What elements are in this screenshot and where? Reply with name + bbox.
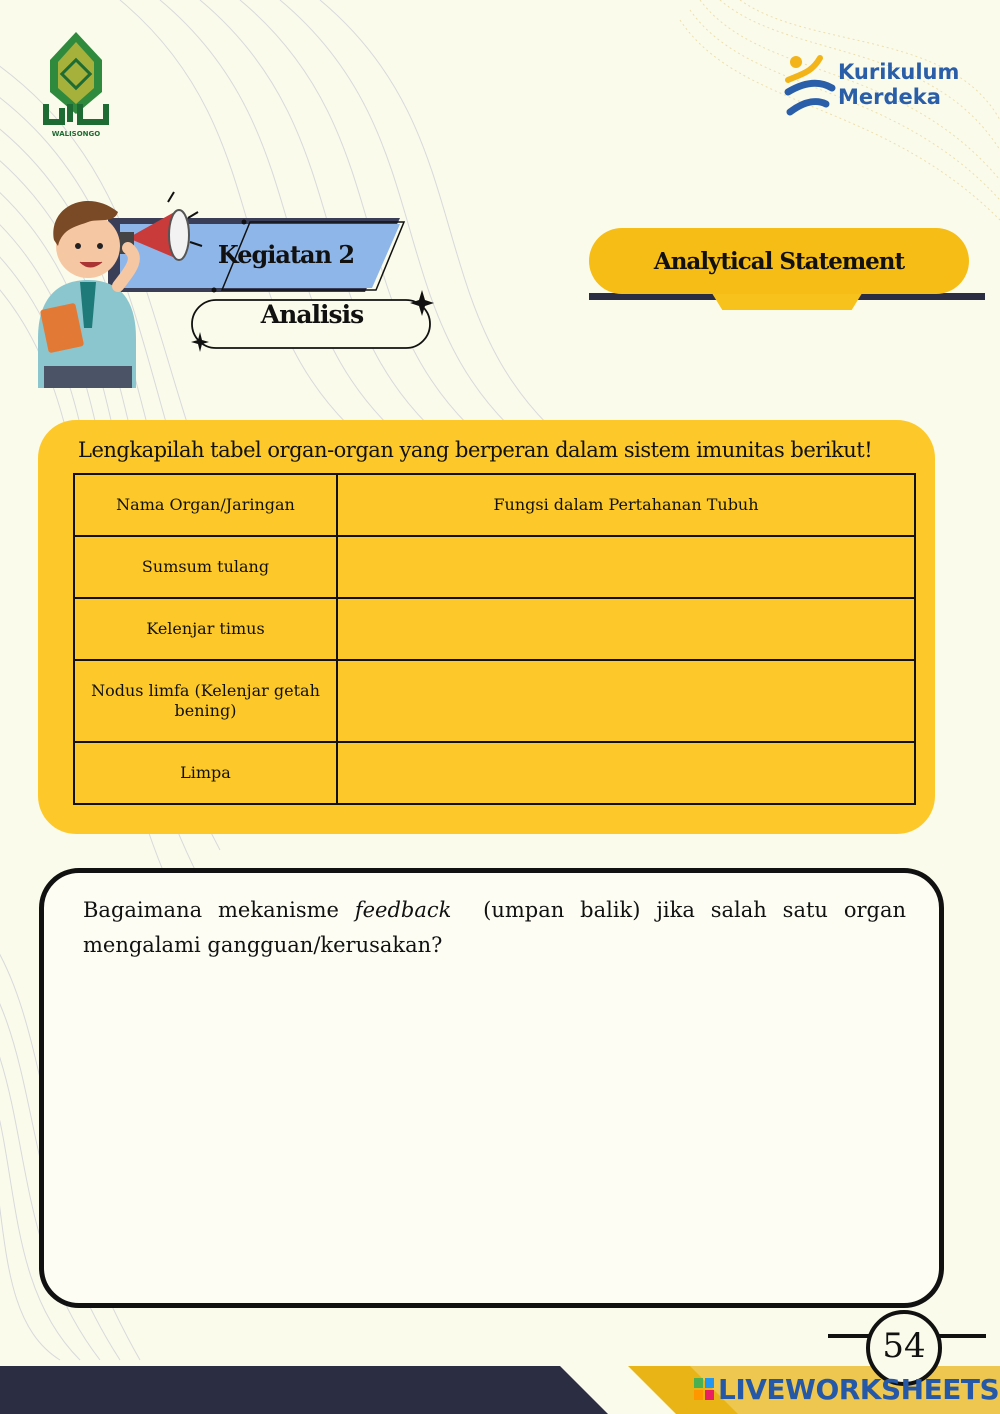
uin-logo-caption: WALISONGO: [51, 130, 101, 138]
organ-name-cell: Kelenjar timus: [74, 598, 337, 660]
logo-line-kurikulum: Kurikulum: [838, 60, 960, 84]
function-answer-cell[interactable]: [337, 598, 915, 660]
question-text-part2: (umpan balik) jika salah satu organ mengalami gangguan/kerusakan?: [83, 898, 913, 957]
teacher-with-megaphone-illustration: [18, 188, 208, 388]
organ-name-cell: Nodus limfa (Kelenjar getah bening): [74, 660, 337, 742]
column-header-function: Fungsi dalam Pertahanan Tubuh: [337, 474, 915, 536]
essay-answer-input[interactable]: [80, 975, 914, 1289]
organ-name-cell: Limpa: [74, 742, 337, 804]
organ-name-cell: Sumsum tulang: [74, 536, 337, 598]
function-answer-cell[interactable]: [337, 742, 915, 804]
essay-question: [83, 893, 913, 963]
page-number: 54: [882, 1326, 926, 1366]
liveworksheets-icon: [694, 1378, 714, 1400]
function-answer-cell[interactable]: [337, 536, 915, 598]
table-instruction: Lengkapilah tabel organ-organ yang berperan dalam sistem imunitas berikut!: [78, 438, 873, 462]
logo-line-merdeka: Merdeka: [838, 85, 941, 109]
table-header-row: [74, 474, 915, 536]
question-emphasis: feedback: [354, 898, 452, 922]
kurikulum-merdeka-logo-text: [838, 60, 959, 110]
section-label: Analytical Statement: [653, 248, 905, 275]
activity-subtitle: Analisis: [260, 300, 364, 329]
table-row: [74, 536, 915, 598]
question-text-part1: Bagaimana mekanisme: [83, 898, 355, 922]
kurikulum-merdeka-icon: [782, 52, 842, 124]
function-answer-cell[interactable]: [337, 660, 915, 742]
table-row: [74, 742, 915, 804]
table-row: [74, 660, 915, 742]
uin-walisongo-logo: [40, 30, 112, 142]
organ-table: [73, 473, 916, 805]
column-header-organ: Nama Organ/Jaringan: [74, 474, 337, 536]
activity-title: Kegiatan 2: [217, 240, 355, 269]
liveworksheets-brand: LIVEWORKSHEETS: [718, 1373, 1000, 1406]
table-row: [74, 598, 915, 660]
